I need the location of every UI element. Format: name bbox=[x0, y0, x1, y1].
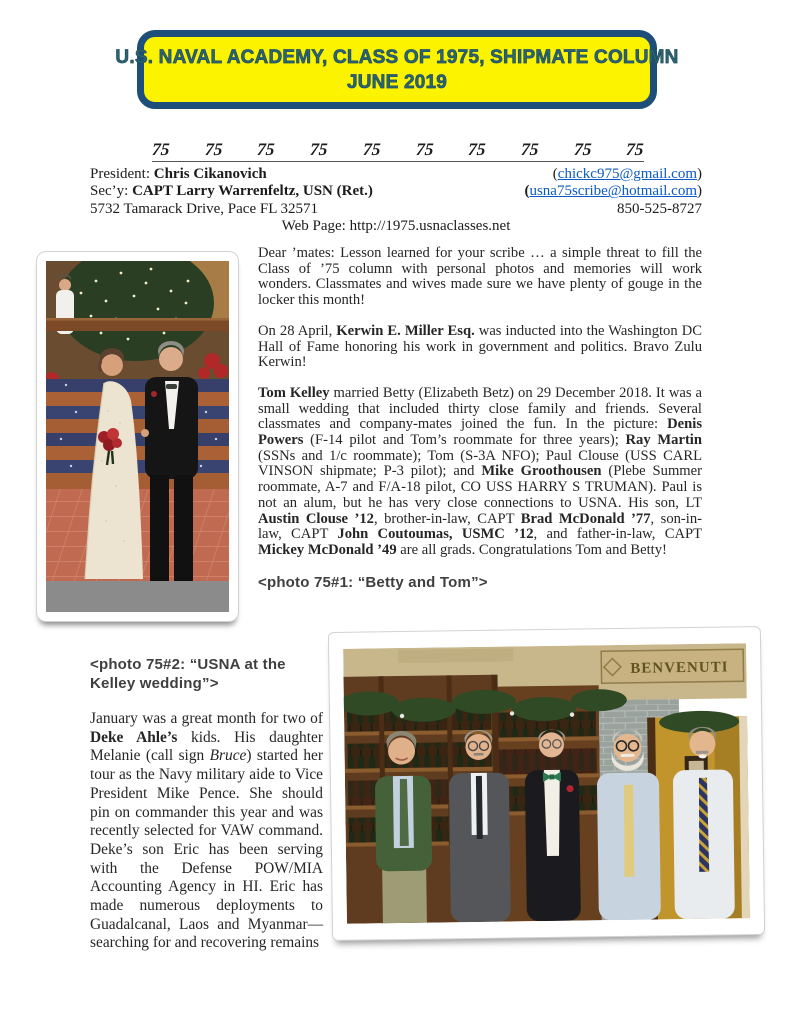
text-run: Denis Powers bbox=[258, 416, 702, 449]
contact-row-address bbox=[90, 201, 702, 218]
class-75-numeral: 75 bbox=[625, 139, 645, 159]
text-run: ) started her tour as the Navy military aide to Vice President Mike Pence. She should pin on commander this year and was recently selected for VAW command. Deke’s son Eric has been serving with the Defense POW/MIA Accounting Agency in HI. Eric has made numerous deployments to Guadalcanal, Laos and Myanmar—searching for and recovering remains bbox=[90, 747, 323, 952]
class-75-numeral: 75 bbox=[309, 139, 329, 159]
svg-text:BENVENUTI: BENVENUTI bbox=[630, 659, 729, 677]
class-75-numerals-row bbox=[152, 136, 644, 162]
text-run: Chris Cikanovich bbox=[153, 166, 267, 182]
text-run: kids. His daughter Melanie (call sign bbox=[90, 728, 323, 765]
text-run: ) bbox=[697, 166, 702, 182]
contact-block bbox=[90, 166, 702, 236]
class-75-numeral: 75 bbox=[151, 139, 171, 159]
secretary-phone bbox=[617, 201, 702, 218]
photo1-caption: <photo 75#1: “Betty and Tom”> bbox=[258, 573, 488, 591]
text-run: President: bbox=[90, 166, 154, 182]
text-run: Bruce bbox=[209, 747, 247, 765]
text-run: CAPT Larry Warrenfeltz, USN (Ret.) bbox=[132, 183, 373, 200]
text-run: Sec’y: bbox=[90, 183, 133, 200]
wedding-photo bbox=[36, 251, 239, 622]
text-run: , son-in-law, CAPT bbox=[258, 510, 702, 543]
text-run: (Plebe Summer roommate, A-7 and F/A-18 pilot, CO USS HARRY S TRUMAN). Paul is not an alum, but he has very close connections to USNA. His son, LT bbox=[258, 463, 702, 511]
paragraph-ahle bbox=[90, 710, 323, 953]
text-run: ( bbox=[524, 183, 530, 200]
text-run: On 28 April, bbox=[258, 322, 337, 339]
paragraph-kerwin bbox=[258, 324, 702, 371]
class-75-numeral: 75 bbox=[362, 139, 382, 159]
secretary-email bbox=[524, 183, 702, 200]
group-photo-illustration bbox=[343, 643, 750, 924]
contact-row-president bbox=[90, 166, 702, 183]
class-75-numeral: 75 bbox=[256, 139, 276, 159]
secretary-address bbox=[90, 201, 318, 218]
masthead-subtitle: JUNE 2019 bbox=[346, 71, 448, 93]
class-75-numeral: 75 bbox=[520, 139, 540, 159]
text-run: are all grads. Congratulations Tom and Betty! bbox=[396, 541, 667, 558]
class-75-numeral: 75 bbox=[204, 139, 223, 159]
left-column bbox=[90, 656, 323, 953]
photo-gray-bar bbox=[46, 581, 229, 612]
paragraph-intro bbox=[258, 246, 702, 309]
email-link[interactable]: chickc975@gmail.com bbox=[557, 166, 697, 182]
text-run: Kerwin E. Miller Esq. bbox=[336, 322, 475, 339]
text-run: John Coutoumas, USMC ’12 bbox=[337, 526, 534, 543]
text-run: Brad McDonald ’77 bbox=[520, 510, 651, 527]
masthead-title: U.S. NAVAL ACADEMY, CLASS OF 1975, SHIPMATE COLUMN bbox=[115, 46, 679, 68]
class-75-numeral: 75 bbox=[573, 139, 592, 159]
president-email bbox=[553, 166, 702, 183]
secretary-label bbox=[90, 183, 373, 200]
text-run: (SSNs and 1/c roommate); Tom (S-3A NFO); Paul Clouse (USS CARL VINSON shipmate; P-3 pilot); and bbox=[258, 447, 702, 480]
photo2-caption: <photo 75#2: “USNA at the Kelley wedding”> bbox=[90, 656, 286, 692]
group-photo bbox=[328, 626, 765, 941]
text-run: Mickey McDonald ’49 bbox=[258, 541, 397, 558]
text-run: Deke Ahle’s bbox=[90, 728, 178, 746]
text-run: was inducted into the Washington DC Hall of Fame honoring his work in government and politics. Bravo Zulu Kerwin! bbox=[258, 322, 702, 371]
masthead-banner bbox=[115, 30, 679, 109]
text-run: (F-14 pilot and Tom’s roommate for three years); bbox=[303, 432, 626, 449]
text-run: Dear ’mates: Lesson learned for your scribe … a simple threat to fill the Class of ’75 column with personal photos and memories will work wonders. Classmates and wives made sure we have plenty of gouge in the locker this month! bbox=[258, 245, 702, 309]
email-link[interactable]: usna75scribe@hotmail.com bbox=[529, 183, 697, 200]
wedding-photo-illustration bbox=[46, 261, 229, 612]
contact-row-secretary bbox=[90, 183, 702, 200]
president-label bbox=[90, 166, 267, 183]
class-75-numeral: 75 bbox=[467, 139, 487, 159]
text-run: ( bbox=[552, 166, 558, 182]
class-75-numeral: 75 bbox=[414, 139, 434, 159]
text-run: , brother-in-law, CAPT bbox=[373, 510, 521, 527]
text-run: married Betty (Elizabeth Betz) on 29 December 2018. It was a small wedding that included thirty close family and friends. Several classmates and company-mates joined the fun. In the picture: bbox=[258, 384, 702, 433]
text-run: January was a great month for two of bbox=[90, 710, 323, 727]
text-run: 5732 Tamarack Drive, Pace FL 32571 bbox=[90, 200, 319, 217]
text-run: 850-525-8727 bbox=[617, 200, 702, 217]
webpage-line: Web Page: http://1975.usnaclasses.net bbox=[281, 218, 511, 235]
text-run: Ray Martin bbox=[625, 432, 702, 449]
text-run: Austin Clouse ’12 bbox=[258, 510, 374, 527]
text-run: Tom Kelley bbox=[258, 384, 330, 401]
text-run: ) bbox=[697, 183, 702, 200]
paragraph-kelley-wedding bbox=[258, 386, 702, 559]
benvenuti-sign bbox=[601, 649, 743, 683]
text-run: Mike Groothousen bbox=[481, 463, 602, 480]
main-column bbox=[258, 246, 702, 592]
text-run: , and father-in-law, CAPT bbox=[533, 526, 703, 543]
